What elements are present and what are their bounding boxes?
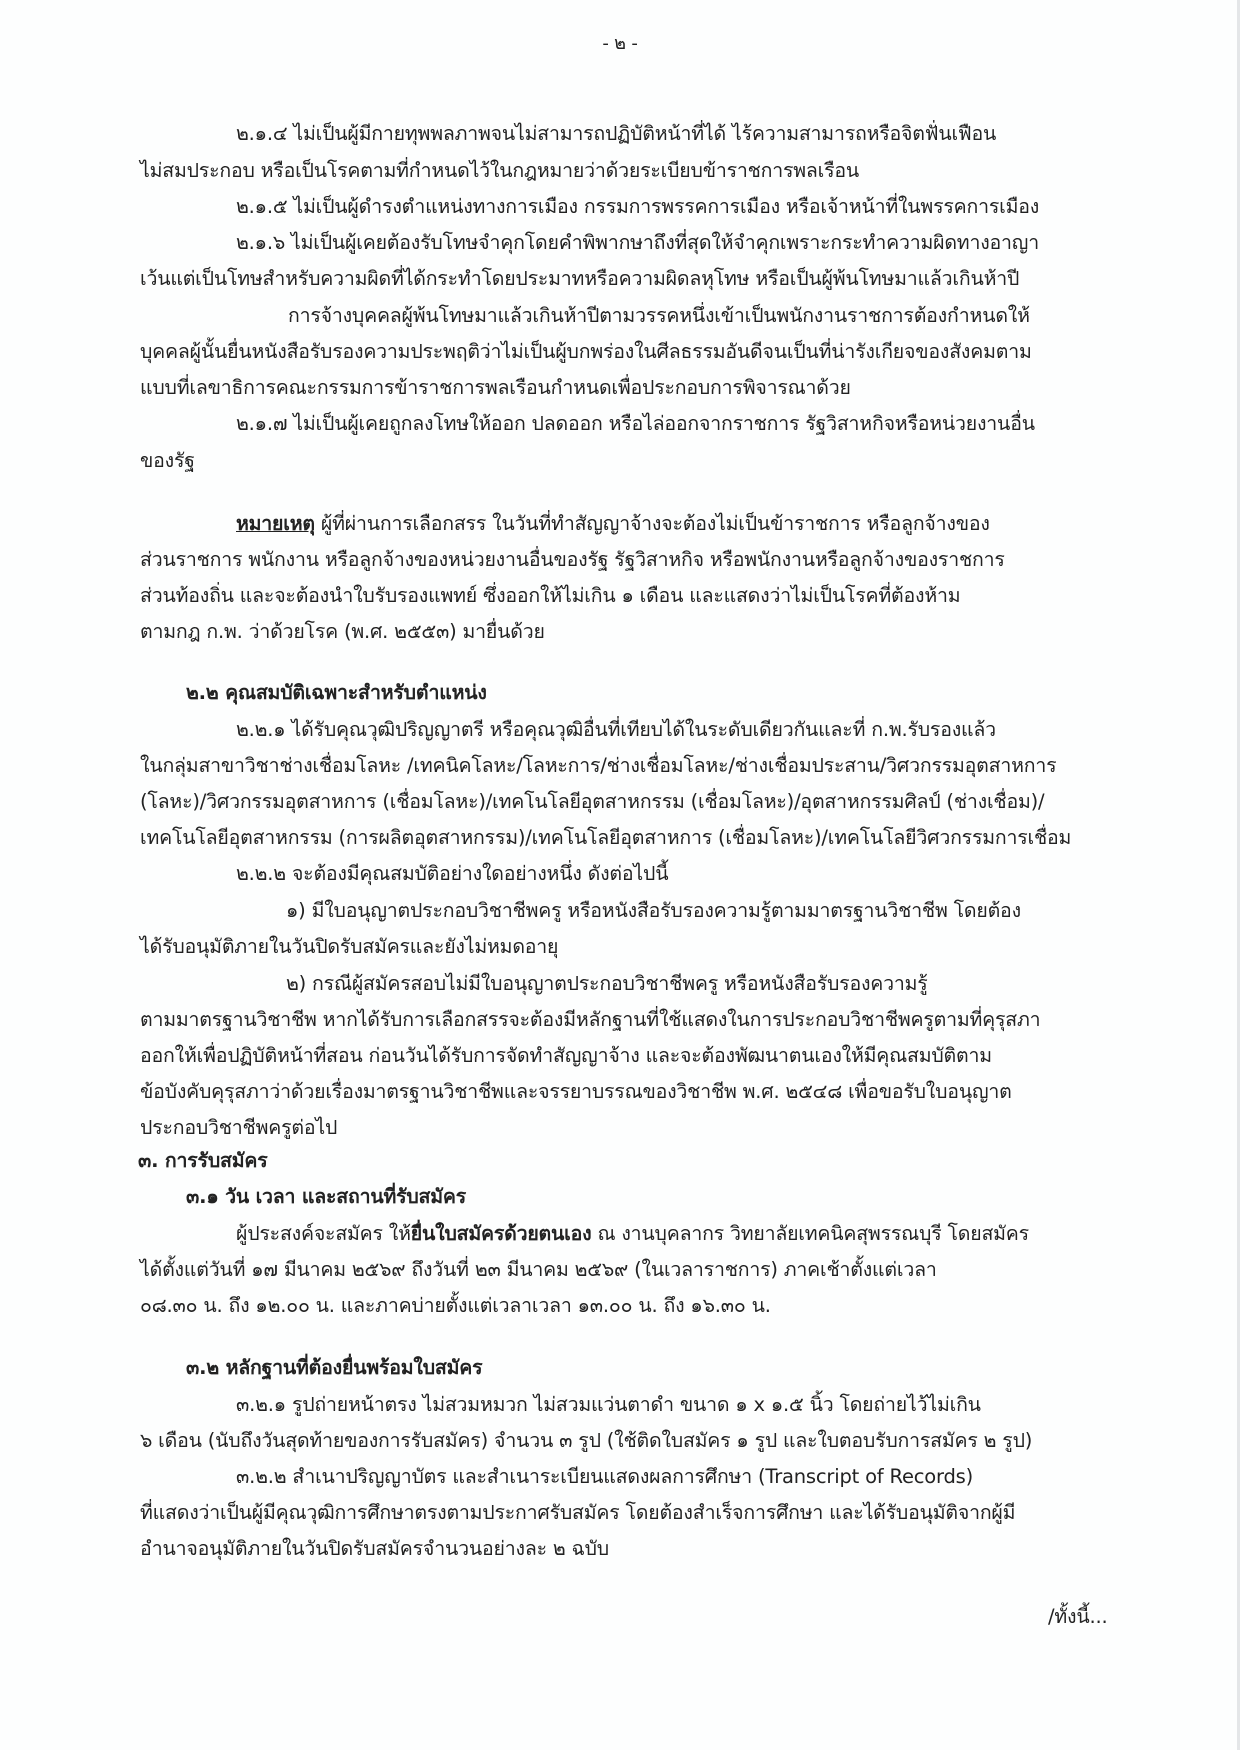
apply-dates: ได้ตั้งแต่วันที่ ๑๗ มีนาคม ๒๕๖๙ ถึงวันที่ ๒๓ มีนาคม ๒๕๖๙ (ในเวลาราชการ) ภาคเช้าตั้งแต่เวลา xyxy=(140,1258,937,1281)
clause-2-2-2-item2-cont1: ตามมาตรฐานวิชาชีพ หากได้รับการเลือกสรรจะต้องมีหลักฐานที่ใช้แสดงในการประกอบวิชาชีพครูตามที่คุรุสภา xyxy=(140,1008,1041,1031)
clause-2-2-2-item2-cont4: ประกอบวิชาชีพครูต่อไป xyxy=(140,1116,338,1139)
remark-cont3: ตามกฎ ก.พ. ว่าด้วยโรค (พ.ศ. ๒๕๕๓) มายื่นด้วย xyxy=(140,620,545,643)
clause-2-2-2-item1: ๑) มีใบอนุญาตประกอบวิชาชีพครู หรือหนังสือรับรองความรู้ตามมาตรฐานวิชาชีพ โดยต้อง xyxy=(286,899,1021,922)
clause-3-2-1-cont: ๖ เดือน (นับถึงวันสุดท้ายของการรับสมัคร) จำนวน ๓ รูป (ใช้ติดใบสมัคร ๑ รูป และใบตอบรับการสมัคร ๒ รูป) xyxy=(140,1429,1033,1452)
clause-3-2-2-cont2: อำนาจอนุมัติภายในวันปิดรับสมัครจำนวนอย่างละ ๒ ฉบับ xyxy=(140,1537,609,1560)
section-3-2-heading: ๓.๒ หลักฐานที่ต้องยื่นพร้อมใบสมัคร xyxy=(186,1356,483,1379)
clause-2-1-5: ๒.๑.๕ ไม่เป็นผู้ดำรงตำแหน่งทางการเมือง กรรมการพรรคการเมือง หรือเจ้าหน้าที่ในพรรคการเมือง xyxy=(236,195,1040,218)
section-3-1-heading: ๓.๑ วัน เวลา และสถานที่รับสมัคร xyxy=(186,1185,467,1208)
clause-2-1-7: ๒.๑.๗ ไม่เป็นผู้เคยถูกลงโทษให้ออก ปลดออก หรือไล่ออกจากราชการ รัฐวิสาหกิจหรือหน่วยงานอื่น xyxy=(236,412,1035,435)
clause-2-1-4-cont: ไม่สมประกอบ หรือเป็นโรคตามที่กำหนดไว้ในกฎหมายว่าด้วยระเบียบข้าราชการพลเรือน xyxy=(140,159,860,182)
clause-3-2-2: ๓.๒.๒ สำเนาปริญญาบัตร และสำเนาระเบียนแสดงผลการศึกษา (Transcript of Records) xyxy=(236,1465,974,1488)
clause-2-1-6-cont: เว้นแต่เป็นโทษสำหรับความผิดที่ได้กระทำโดยประมาทหรือความผิดลหุโทษ หรือเป็นผู้พ้นโทษมาแล้วเกินห้าปี xyxy=(140,267,1020,290)
apply-times: ๐๘.๓๐ น. ถึง ๑๒.๐๐ น. และภาคบ่ายตั้งแต่เวลาเวลา ๑๓.๐๐ น. ถึง ๑๖.๓๐ น. xyxy=(140,1294,771,1317)
section-2-2-heading: ๒.๒ คุณสมบัติเฉพาะสำหรับตำแหน่ง xyxy=(186,681,487,704)
apply-intro: ผู้ประสงค์จะสมัคร ให้ xyxy=(236,1222,411,1245)
clause-2-2-2-item2-cont2: ออกให้เพื่อปฏิบัติหน้าที่สอน ก่อนวันได้รับการจัดทำสัญญาจ้าง และจะต้องพัฒนาตนเองให้มีคุณสมบัติตาม xyxy=(140,1044,992,1067)
clause-2-2-2-item2-cont3: ข้อบังคับคุรุสภาว่าด้วยเรื่องมาตรฐานวิชาชีพและจรรยาบรรณของวิชาชีพ พ.ศ. ๒๕๔๘ เพื่อขอรับใบอนุญาต xyxy=(140,1080,1012,1103)
clause-2-1-6: ๒.๑.๖ ไม่เป็นผู้เคยต้องรับโทษจำคุกโดยคำพิพากษาถึงที่สุดให้จำคุกเพราะกระทำความผิดทางอาญา xyxy=(236,231,1039,254)
clause-3-2-2-cont1: ที่แสดงว่าเป็นผู้มีคุณวุฒิการศึกษาตรงตามประกาศรับสมัคร โดยต้องสำเร็จการศึกษา และได้รับอนุมัติจากผู้มี xyxy=(140,1501,1016,1524)
remark-label: หมายเหตุ xyxy=(236,512,315,535)
page-number: - ๒ - xyxy=(602,33,638,54)
section-3-1-para xyxy=(236,1220,1029,1248)
clause-2-1-6-para2-cont1: บุคคลผู้นั้นยื่นหนังสือรับรองความประพฤติว่าไม่เป็นผู้บกพร่องในศีลธรรมอันดีจนเป็นที่น่ารังเกียจของสังคมตาม xyxy=(140,340,1032,363)
section-3-heading: ๓. การรับสมัคร xyxy=(138,1149,268,1172)
clause-2-1-7-cont: ของรัฐ xyxy=(140,449,195,472)
remark-line xyxy=(236,510,990,538)
clause-2-2-1: ๒.๒.๑ ได้รับคุณวุฒิปริญญาตรี หรือคุณวุฒิอื่นที่เทียบได้ในระดับเดียวกันและที่ ก.พ.รับรองแล้ว xyxy=(236,718,996,741)
clause-2-2-1-cont3: เทคโนโลยีอุตสาหกรรม (การผลิตอุตสาหกรรม)/เทคโนโลยีอุตสาหการ (เชื่อมโลหะ)/เทคโนโลยีวิศวกรรมการเชื่อม xyxy=(140,826,1072,849)
apply-location: ณ งานบุคลากร วิทยาลัยเทคนิคสุพรรณบุรี โดยสมัคร xyxy=(591,1222,1029,1245)
clause-2-2-2: ๒.๒.๒ จะต้องมีคุณสมบัติอย่างใดอย่างหนึ่ง ดังต่อไปนี้ xyxy=(236,862,669,885)
clause-3-2-1: ๓.๒.๑ รูปถ่ายหน้าตรง ไม่สวมหมวก ไม่สวมแว่นตาดำ ขนาด ๑ x ๑.๕ นิ้ว โดยถ่ายไว้ไม่เกิน xyxy=(236,1393,981,1416)
clause-2-1-6-para2: การจ้างบุคคลผู้พ้นโทษมาแล้วเกินห้าปีตามวรรคหนึ่งเข้าเป็นพนักงานราชการต้องกำหนดให้ xyxy=(288,304,1030,327)
remark-cont1: ส่วนราชการ พนักงาน หรือลูกจ้างของหน่วยงานอื่นของรัฐ รัฐวิสาหกิจ หรือพนักงานหรือลูกจ้างของราชการ xyxy=(140,548,1005,571)
continuation-marker: /ทั้งนี้... xyxy=(1048,1605,1108,1628)
apply-in-person: ยื่นใบสมัครด้วยตนเอง xyxy=(410,1222,592,1245)
clause-2-2-2-item1-cont: ได้รับอนุมัติภายในวันปิดรับสมัครและยังไม่หมดอายุ xyxy=(140,935,559,958)
remark-text: ผู้ที่ผ่านการเลือกสรร ในวันที่ทำสัญญาจ้างจะต้องไม่เป็นข้าราชการ หรือลูกจ้างของ xyxy=(314,512,990,535)
clause-2-1-6-para2-cont2: แบบที่เลขาธิการคณะกรรมการข้าราชการพลเรือนกำหนดเพื่อประกอบการพิจารณาด้วย xyxy=(140,376,851,399)
clause-2-1-4: ๒.๑.๔ ไม่เป็นผู้มีกายทุพพลภาพจนไม่สามารถปฏิบัติหน้าที่ได้ ไร้ความสามารถหรือจิตฟั่นเฟือน xyxy=(236,122,997,145)
clause-2-2-1-cont1: ในกลุ่มสาขาวิชาช่างเชื่อมโลหะ /เทคนิคโลหะ/โลหะการ/ช่างเชื่อมโลหะ/ช่างเชื่อมประสาน/วิศวกรรมอุตสาหการ xyxy=(140,754,1057,777)
remark-cont2: ส่วนท้องถิ่น และจะต้องนำใบรับรองแพทย์ ซึ่งออกให้ไม่เกิน ๑ เดือน และแสดงว่าไม่เป็นโรคที่ต้องห้าม xyxy=(140,584,961,607)
clause-2-2-1-cont2: (โลหะ)/วิศวกรรมอุตสาหการ (เชื่อมโลหะ)/เทคโนโลยีอุตสาหกรรม (เชื่อมโลหะ)/อุตสาหกรรมศิลป์ (ช่างเชื่อม)/ xyxy=(140,790,1045,813)
clause-2-2-2-item2: ๒) กรณีผู้สมัครสอบไม่มีใบอนุญาตประกอบวิชาชีพครู หรือหนังสือรับรองความรู้ xyxy=(286,972,928,995)
